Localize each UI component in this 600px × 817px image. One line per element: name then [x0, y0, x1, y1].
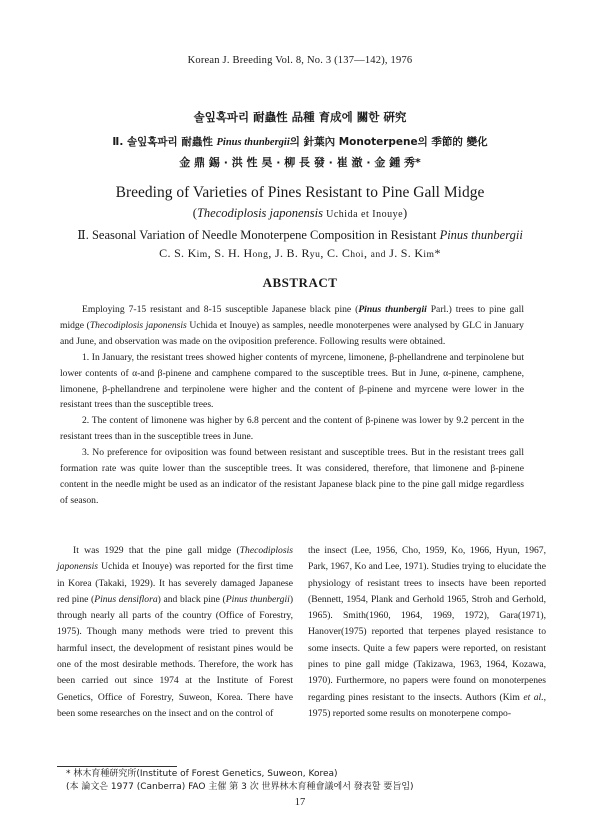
korean-subtitle-pre: Ⅱ. 솔잎혹파리 耐蟲性	[112, 136, 217, 148]
english-species-line	[0, 206, 600, 221]
abstract-paragraph: 3. No preference for oviposition was found between resistant and susceptible trees. But in the resistant trees gall formation rate was quite lower than the susceptible trees. It was considered, therefore, that limonene and β-pinene content in the needle might be used as an indicator of the resistant Japanese black pine to the pine gall midge regardless of season.	[60, 447, 524, 506]
footnote-presentation-note: (本 論文은 1977 (Canberra) FAO 主催 第 3 次 世界林木育種會議에서 發表할 要旨임)	[66, 781, 414, 792]
english-subtitle-pre: Ⅱ. Seasonal Variation of Needle Monoterpene Composition in Resistant	[77, 228, 440, 242]
species-open-paren: (	[192, 206, 197, 220]
footnote-divider	[57, 766, 177, 767]
author-name: S. H. Hong,	[214, 246, 275, 260]
journal-citation: Korean J. Breeding Vol. 8, No. 3 (137—142), 1976	[187, 55, 413, 66]
species-close-paren: )	[403, 206, 408, 220]
english-title: Breeding of Varieties of Pines Resistant to Pine Gall Midge	[115, 184, 485, 201]
abstract-paragraph: 1. In January, the resistant trees showed higher contents of myrcene, limonene, β-phellandrene and terpinolene but lower contents of α-and β-pinene and camphene compared to the susceptible trees. But in June, α-pinene, camphene, limonene, β-phellandrene and terpinolene were higher and the content of β-pinene and myrcene were lower in the resistant trees than the susceptible trees.	[60, 351, 524, 411]
korean-subtitle	[0, 134, 600, 149]
footnote-affiliation: * 林木育種硏究所(Institute of Forest Genetics, Suweon, Korea)	[66, 769, 338, 779]
author-name: C. S. Kim,	[159, 246, 215, 260]
page-number: 17	[294, 797, 306, 808]
footnote	[66, 768, 414, 793]
korean-title: 솔잎혹파리 耐蟲性 品種 育成에 關한 硏究	[193, 110, 407, 124]
body-column-right	[308, 543, 546, 722]
korean-subtitle-post: 의 針葉內 Monoterpene의 季節的 變化	[289, 136, 488, 148]
abstract-heading: ABSTRACT	[262, 275, 338, 290]
body-paragraph: It was 1929 that the pine gall midge (Thecodiplosis japonensis Uchida et Inouye) was reported for the first time in Korea (Takaki, 1929). It has severely damaged Japanese red pine (Pinus densiflora) and black pine (Pinus thunbergii) through nearly all parts of the country (Office of Forestry, 1975). Though many methods were tried to prevent this harmful insect, the development of resistant pines would be one of the most desirable methods. Therefore, the work has been carried out since 1974 at the Institute of Forest Genetics, Office of Forestry, Suweon, Korea. There have been some researches on the insect and on the control of	[57, 545, 294, 719]
species-name: Thecodiplosis japonensis	[196, 206, 324, 220]
korean-subtitle-species: Pinus thunbergii	[216, 137, 290, 148]
english-authors	[0, 246, 600, 261]
species-authority: Uchida et Inouye	[326, 209, 404, 220]
author-name: C. Choi,	[326, 246, 371, 260]
abstract-body	[60, 302, 524, 509]
english-subtitle	[0, 227, 600, 243]
author-conjunction: and	[370, 249, 386, 260]
abstract-paragraph: Employing 7-15 resistant and 8-15 susceptible Japanese black pine (Pinus thunbergii Parl.) trees to pine gall midge (Thecodiplosis japonensis Uchida et Inouye) as samples, needle monoterpenes were analysed by GLC in January and June, and observation was made on the oviposition preference. Following results were obtained.	[60, 304, 525, 347]
abstract-paragraph: 2. The content of limonene was higher by 6.8 percent and the content of β-pinene was lower by 9.2 percent in the resistant trees than in the susceptible trees in June.	[60, 415, 524, 443]
body-column-left	[57, 543, 293, 722]
body-paragraph: the insect (Lee, 1956, Cho, 1959, Ko, 1966, Hyun, 1967, Park, 1967, Ko and Lee, 1971). Studies trying to elucidate the physiology of resistant trees to insects have been reported (Bennett, 1954, Plank and Gerhold 1965, Stroh and Gerhold, 1965). Smith(1960, 1964, 1969, 1972), Gara(1971), Hanover(1975) reported that terpenes played resistance to some insects. Quite a few papers were reported, on resistant pines to pine gall midge (Takizawa, 1963, 1964, Kozawa, 1970). Furthermore, no papers were found on monoterpenes regarding pines resistant to the insects. Authors (Kim et al., 1975) reported some results on monoterpene compo-	[308, 545, 547, 719]
author-name: J. B. Ryu,	[274, 246, 327, 260]
author-name: J. S. Kim*	[389, 246, 441, 260]
korean-authors: 金 鼎 錫 · 洪 性 昊 · 柳 長 發 · 崔 澈 · 金 鍾 秀*	[179, 156, 421, 169]
english-subtitle-species: Pinus thunbergii	[439, 228, 523, 242]
